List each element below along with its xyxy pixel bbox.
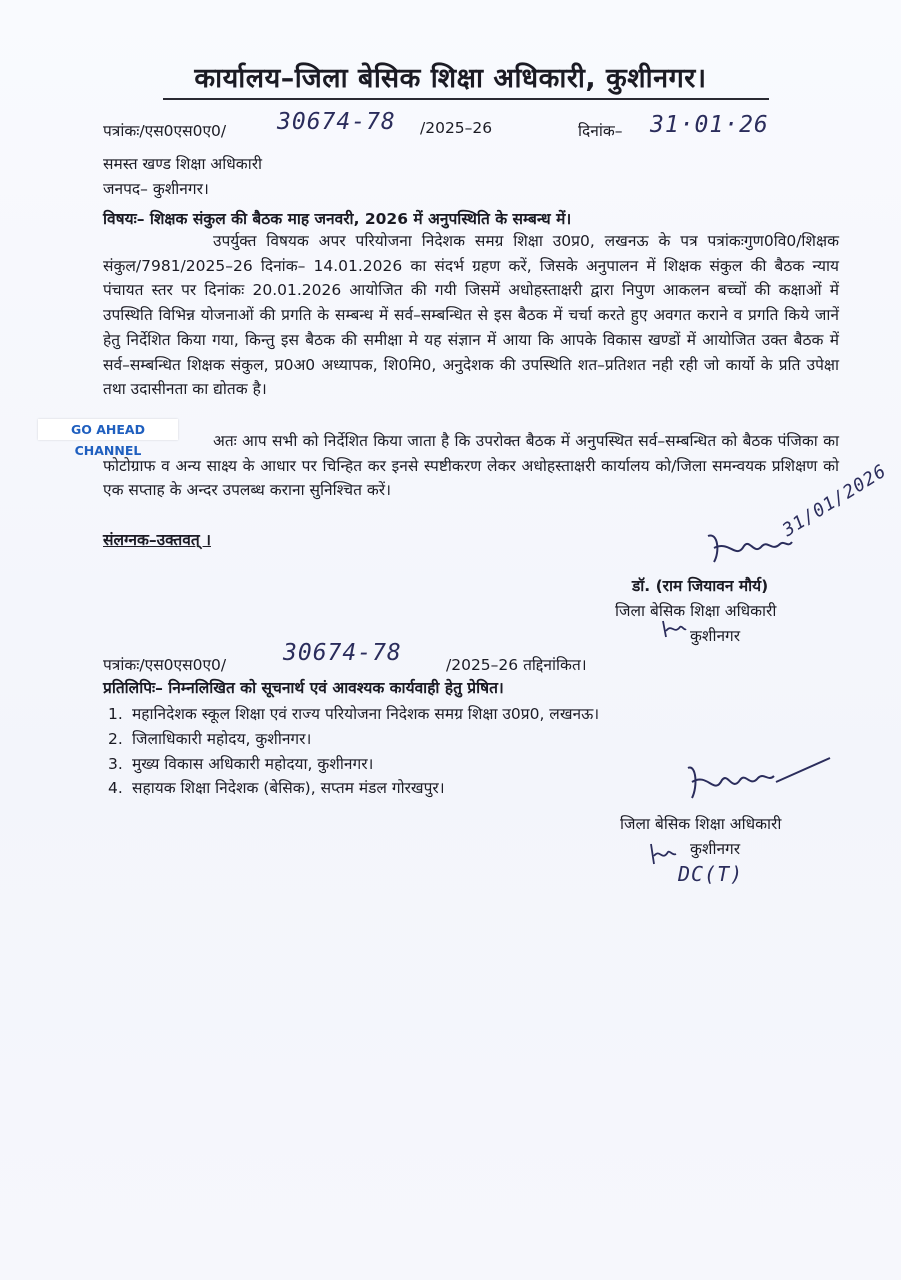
initials-mark-2 xyxy=(648,840,678,872)
watermark-label: GO AHEAD CHANNEL xyxy=(38,419,178,440)
copy-ref-year: /2025–26 तद्दिनांकित। xyxy=(446,656,587,674)
copy-heading: प्रतिलिपिः– निम्नलिखित को सूचनार्थ एवं आवश्यक कार्यवाही हेतु प्रेषित। xyxy=(103,679,504,697)
recipient-line1: समस्त खण्ड शिक्षा अधिकारी xyxy=(103,155,263,173)
signatory-2-place: कुशीनगर xyxy=(690,840,741,858)
body-paragraph-1: उपर्युक्त विषयक अपर परियोजना निदेशक समग्र शिक्षा उ0प्र0, लखनऊ के पत्र पत्रांकःगुण0वि0/शिक्षक संकुल/7981/2025–26 दिनांक– 14.01.2026 का संदर्भ ग्रहण करें, जिसके अनुपालन में शिक्षक संकुल की बैठक न्याय पंचायत स्तर पर दिनांकः 20.01.2026 आयोजित की गयी जिसमें अधोहस्ताक्षरी द्वारा निपुण आकलन बच्चों की कक्षाओं में उपस्थिति विभिन्न योजनाओं की प्रगति के सम्बन्ध में सर्व–सम्बन्धित से इस बैठक में चर्चा करते हुए अवगत कराने व प्रगति किये जानें हेतु निर्देशित किया गया, किन्तु इस बैठक की समीक्षा मे यह संज्ञान में आया कि आपके विकास खण्डों में आयोजित उक्त बैठक में सर्व–सम्बन्धित शिक्षक संकुल, प्र0अ0 अध्यापक, शि0मि0, अनुदेशक की उपस्थिति शत–प्रतिशत नही रही जो कार्यो के प्रति उपेक्षा तथा उदासीनता का द्योतक है। xyxy=(103,232,839,399)
enclosure-note: संलग्नक–उक्तवत् । xyxy=(103,531,211,549)
signatory-name: डॉ. (राम जियावन मौर्य) xyxy=(632,577,769,595)
list-item: 2. जिलाधिकारी महोदय, कुशीनगर। xyxy=(108,730,312,748)
handwritten-note-dct: DC(T) xyxy=(678,862,744,886)
copy-ref-number-handwritten: 30674-78 xyxy=(283,640,402,666)
list-item: 4. सहायक शिक्षा निदेशक (बेसिक), सप्तम मंडल गोरखपुर। xyxy=(108,779,445,797)
ref-prefix: पत्रांकः/एस0एस0ए0/ xyxy=(103,122,227,140)
subject-line: विषयः– शिक्षक संकुल की बैठक माह जनवरी, 2026 में अनुपस्थिति के सम्बन्ध में। xyxy=(103,210,572,228)
ref-number-handwritten: 30674-78 xyxy=(277,109,396,135)
initials-mark-1 xyxy=(660,617,688,645)
list-item: 3. मुख्य विकास अधिकारी महोदया, कुशीनगर। xyxy=(108,755,374,773)
list-item: 1. महानिदेशक स्कूल शिक्षा एवं राज्य परियोजना निदेशक समग्र शिक्षा उ0प्र0, लखनऊ। xyxy=(108,705,600,723)
ref-year: /2025–26 xyxy=(420,119,493,137)
signatory-place: कुशीनगर xyxy=(690,627,741,645)
signatory-designation: जिला बेसिक शिक्षा अधिकारी xyxy=(615,602,777,620)
date-label: दिनांक– xyxy=(578,122,623,140)
signatory-2-designation: जिला बेसिक शिक्षा अधिकारी xyxy=(620,815,782,833)
copy-ref-prefix: पत्रांकः/एस0एस0ए0/ xyxy=(103,656,227,674)
recipient-line2: जनपद– कुशीनगर। xyxy=(103,180,209,198)
signature-1-date: 31/01/2026 xyxy=(778,460,891,541)
signature-2 xyxy=(680,752,840,816)
body-paragraph-2: अतः आप सभी को निर्देशित किया जाता है कि उपरोक्त बैठक में अनुपस्थित सर्व–सम्बन्धित को बैठक पंजिका का फोटोग्राफ व अन्य साक्ष्य के आधार पर चिन्हित कर इनसे स्पष्टीकरण लेकर अधोहस्ताक्षरी कार्यालय को/जिला समन्वयक प्रशिक्षण को एक सप्ताह के अन्दर उपलब्ध कराना सुनिश्चित करें। xyxy=(103,432,839,500)
header-underline xyxy=(163,98,769,100)
date-handwritten: 31·01·26 xyxy=(650,112,769,138)
office-header: कार्यालय–जिला बेसिक शिक्षा अधिकारी, कुशीनगर। xyxy=(194,63,707,94)
